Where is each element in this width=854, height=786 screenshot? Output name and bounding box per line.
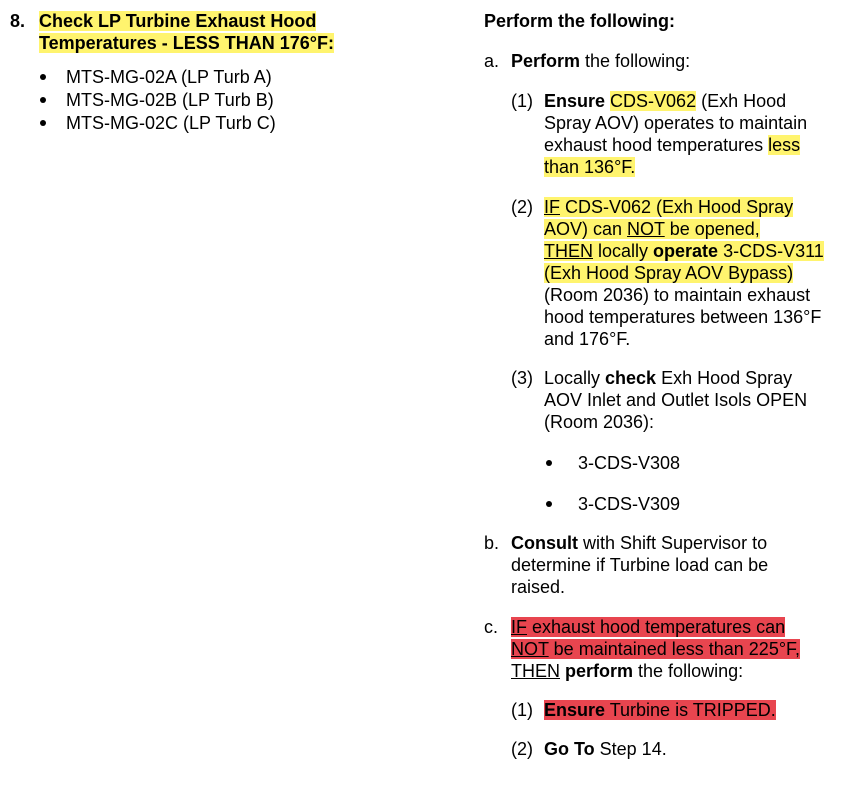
bullet — [40, 120, 46, 126]
list-item: 3-CDS-V309 — [578, 494, 681, 514]
step-c1-marker: (1) — [511, 700, 533, 720]
step-a-text: Perform the following: — [511, 51, 691, 71]
step-c1-text: Ensure Turbine is TRIPPED. — [544, 700, 776, 720]
step-8-title-line2: Temperatures - LESS THAN 176°F: — [39, 33, 334, 53]
step-8-title-line1: Check LP Turbine Exhaust Hood — [39, 11, 317, 31]
bullet — [40, 97, 46, 103]
step-c2-marker: (2) — [511, 739, 533, 759]
step-a-marker: a. — [484, 51, 500, 71]
list-item: MTS-MG-02A (LP Turb A) — [66, 67, 272, 87]
list-item: MTS-MG-02C (LP Turb C) — [66, 113, 276, 133]
right-header: Perform the following: — [484, 11, 675, 31]
bullet — [546, 501, 552, 507]
step-c-marker: c. — [484, 617, 499, 637]
step-a3-marker: (3) — [511, 368, 533, 388]
list-item: MTS-MG-02B (LP Turb B) — [66, 90, 274, 110]
list-item: 3-CDS-V308 — [578, 453, 681, 473]
step-8-number: 8. — [10, 11, 26, 31]
bullet — [546, 460, 552, 466]
step-b-marker: b. — [484, 533, 500, 553]
step-a2-marker: (2) — [511, 197, 533, 217]
bullet — [40, 74, 46, 80]
step-a1-marker: (1) — [511, 91, 533, 111]
step-c2-text: Go To Step 14. — [544, 739, 667, 759]
